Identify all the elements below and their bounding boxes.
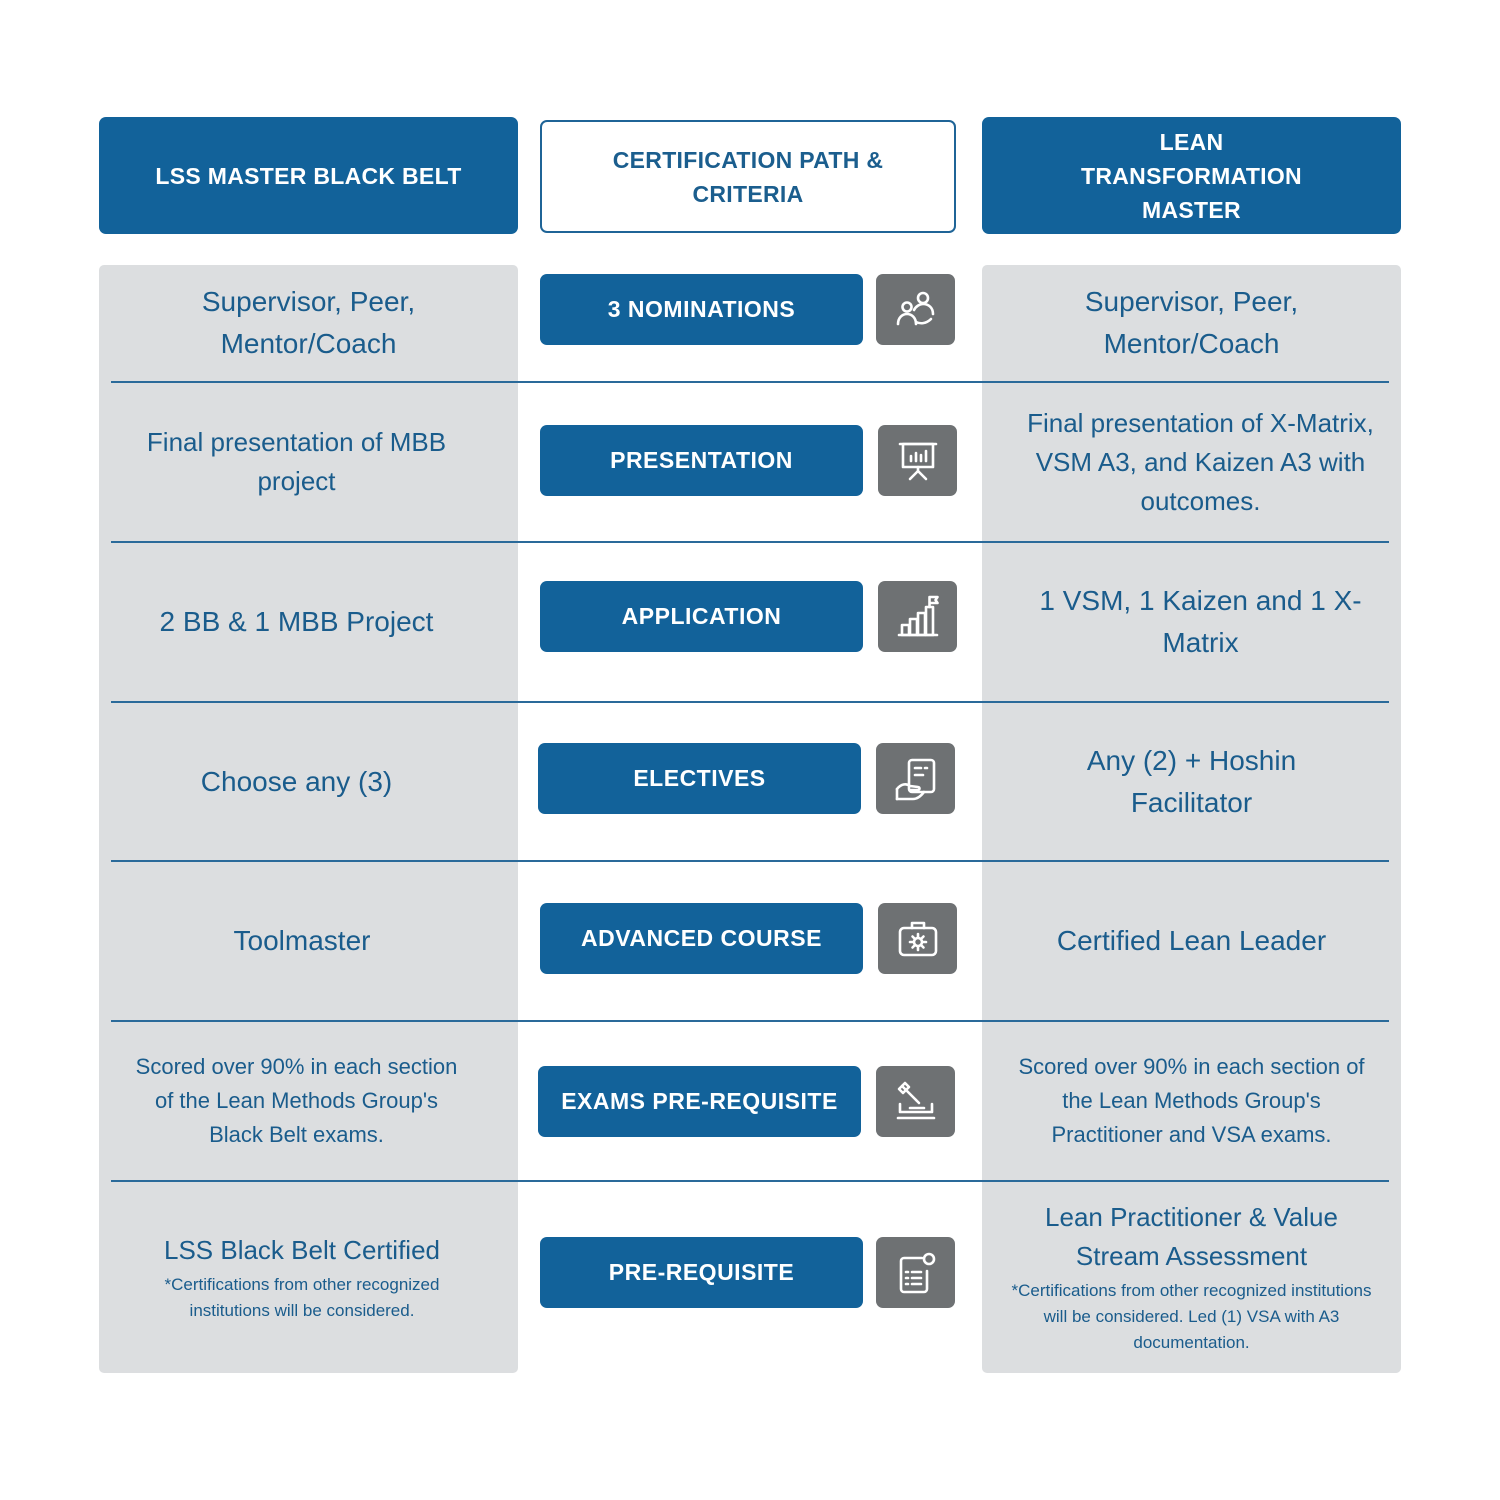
left-cell-electives xyxy=(99,703,494,860)
left-cell-presentation xyxy=(99,383,494,541)
right-text: 1 VSM, 1 Kaizen and 1 X-Matrix xyxy=(1039,585,1362,658)
right-cell-electives xyxy=(982,703,1401,860)
checklist-icon xyxy=(876,1237,955,1308)
left-cell-application xyxy=(99,543,494,701)
exam-writing-icon xyxy=(876,1066,955,1137)
left-text: 2 BB & 1 MBB Project xyxy=(159,606,434,637)
stage-label: PRESENTATION xyxy=(610,447,793,473)
right-cell-exams xyxy=(982,1022,1401,1180)
stage-label: 3 NOMINATIONS xyxy=(607,296,796,322)
stage-application xyxy=(540,581,863,652)
right-cell-nominations xyxy=(982,265,1401,381)
stage-pre-requisite xyxy=(540,1237,863,1308)
header-lss-master-black-belt xyxy=(99,117,518,234)
header-lean-transformation-master xyxy=(982,117,1401,234)
people-icon xyxy=(876,274,955,345)
left-cell-advanced-course xyxy=(99,862,505,1020)
header-center-label: CERTIFICATION PATH & CRITERIA xyxy=(612,146,884,207)
left-text: Scored over 90% in each section of the Lean Methods Group's Black Belt exams. xyxy=(135,1054,458,1147)
briefcase-gear-icon xyxy=(878,903,957,974)
left-cell-pre-requisite xyxy=(99,1182,505,1372)
choice-document-icon xyxy=(876,743,955,814)
left-cell-exams xyxy=(99,1022,494,1180)
right-cell-pre-requisite xyxy=(982,1182,1401,1372)
right-note: *Certifications from other recognized institutions will be considered. Led (1) VSA with A3 documentation. xyxy=(1011,1281,1372,1352)
growth-chart-flag-icon xyxy=(878,581,957,652)
right-cell-application xyxy=(1000,543,1401,701)
stage-label: PRE-REQUISITE xyxy=(608,1259,795,1285)
header-right-label: LEAN TRANSFORMATION MASTER xyxy=(1081,128,1302,223)
header-certification-path xyxy=(540,120,956,233)
stage-advanced-course xyxy=(540,903,863,974)
left-text: Final presentation of MBB project xyxy=(146,427,447,496)
right-cell-advanced-course xyxy=(982,862,1401,1020)
stage-electives xyxy=(538,743,861,814)
left-cell-nominations xyxy=(99,265,518,381)
left-text: LSS Black Belt Certified xyxy=(163,1234,440,1265)
right-cell-presentation xyxy=(1000,383,1401,541)
left-text: Choose any (3) xyxy=(200,765,393,797)
stage-nominations xyxy=(540,274,863,345)
left-note: *Certifications from other recognized institutions will be considered. xyxy=(164,1274,440,1320)
right-text: Scored over 90% in each section of the Lean Methods Group's Practitioner and VSA exams. xyxy=(1018,1054,1365,1147)
right-text: Any (2) + Hoshin Facilitator xyxy=(1086,744,1297,818)
presentation-board-icon xyxy=(878,425,957,496)
header-left-label: LSS MASTER BLACK BELT xyxy=(155,162,462,189)
stage-label: APPLICATION xyxy=(621,603,782,629)
left-text: Supervisor, Peer, Mentor/Coach xyxy=(201,286,416,359)
stage-presentation xyxy=(540,425,863,496)
stage-label: ELECTIVES xyxy=(633,765,766,791)
stage-label: EXAMS PRE-REQUISITE xyxy=(561,1088,838,1114)
right-text: Lean Practitioner & Value Stream Assessment xyxy=(1045,1202,1338,1271)
right-text: Final presentation of X-Matrix, VSM A3, and Kaizen A3 with outcomes. xyxy=(1027,407,1374,516)
left-text: Toolmaster xyxy=(233,925,371,956)
stage-exams-pre-requisite xyxy=(538,1066,861,1137)
right-text: Certified Lean Leader xyxy=(1056,925,1327,956)
right-text: Supervisor, Peer, Mentor/Coach xyxy=(1084,286,1299,359)
stage-label: ADVANCED COURSE xyxy=(581,925,822,951)
